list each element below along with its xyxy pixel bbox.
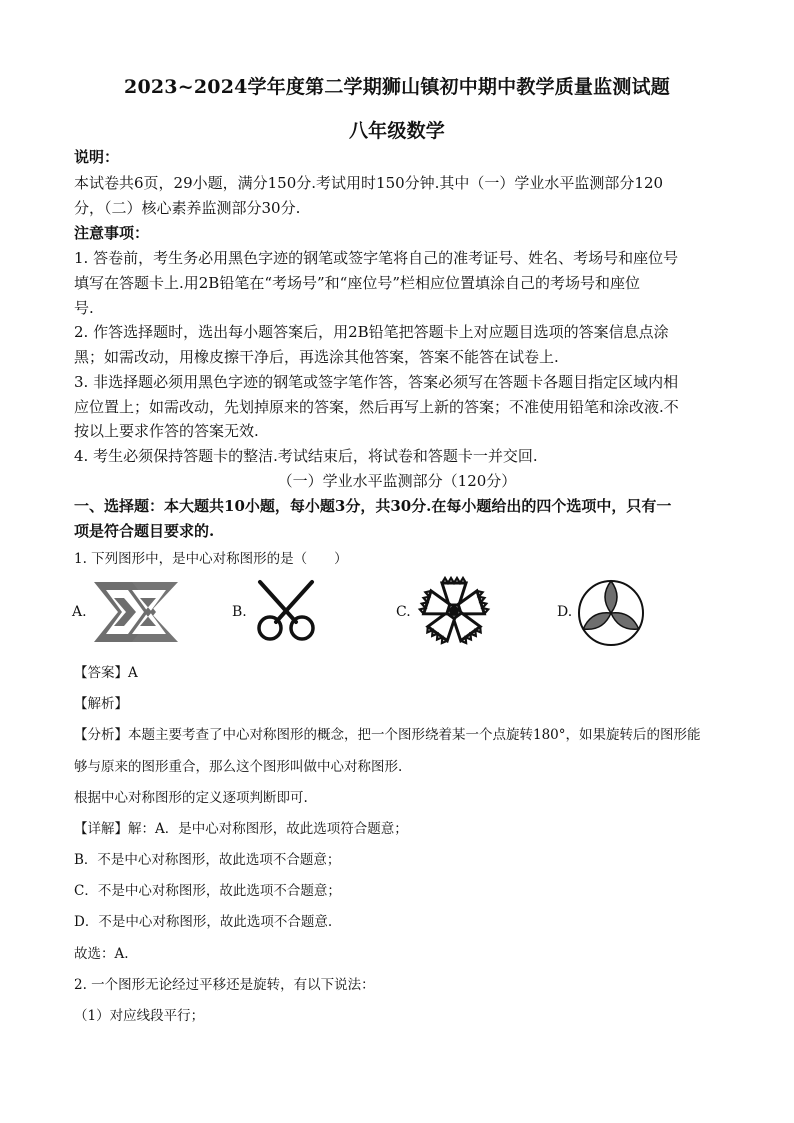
analysis-line: 【分析】本题主要考查了中心对称图形的概念，把一个图形绕着某一个点旋转180°，如果旋转后的图形能: [74, 727, 701, 743]
notes-heading: 注意事项：: [74, 224, 150, 242]
detail-line: C．不是中心对称图形，故此选项不合题意；: [74, 883, 341, 899]
option-d-label: D.: [557, 604, 573, 620]
notes-line: 黑；如需改动，用橡皮擦干净后，再选涂其他答案，答案不能答在试卷上.: [74, 348, 559, 366]
notes-line: 2. 作答选择题时，选出每小题答案后，用2B铅笔把答题卡上对应题目选项的答案信息点涂: [74, 323, 669, 341]
instructions-heading: 说明：: [74, 148, 120, 166]
instructions-line: 本试卷共6页，29小题，满分150分.考试用时150分钟.其中（一）学业水平监测部分120: [74, 174, 664, 192]
page-subtitle: 八年级数学: [348, 120, 445, 142]
notes-line: 按以上要求作答的答案无效.: [74, 422, 259, 440]
notes-line: 3. 非选择题必须用黑色字迹的钢笔或签字笔作答，答案必须写在答题卡各题目指定区域内相: [74, 373, 679, 391]
analysis-line: 根据中心对称图形的定义逐项判断即可.: [74, 790, 308, 806]
option-a-label: A.: [72, 604, 87, 620]
pinwheel-flower-icon: [414, 575, 494, 647]
conclusion-line: 故选：A.: [74, 946, 129, 962]
detail-line: B．不是中心对称图形，故此选项不合题意；: [74, 852, 341, 868]
page-title: 2023~2024学年度第二学期狮山镇初中期中教学质量监测试题: [124, 76, 670, 98]
detail-line: D．不是中心对称图形，故此选项不合题意.: [74, 914, 333, 930]
part-one-heading: 一、选择题：本大题共10小题，每小题3分，共30分.在每小题给出的四个选项中，只有一: [74, 497, 672, 515]
part-one-heading: 项是符合题目要求的.: [74, 522, 215, 540]
question-1-stem: 1. 下列图形中，是中心对称图形的是（ ）: [74, 551, 348, 567]
section-title: （一）学业水平监测部分（120分）: [277, 472, 517, 490]
notes-line: 4. 考生必须保持答题卡的整洁.考试结束后，将试卷和答题卡一并交回.: [74, 447, 538, 465]
scissors-icon: [250, 578, 322, 642]
notes-line: 填写在答题卡上.用2B铅笔在“考场号”和“座位号”栏相应位置填涂自己的考场号和座位: [74, 274, 641, 292]
option-c-label: C.: [396, 604, 411, 620]
analysis-heading: 【解析】: [74, 696, 128, 712]
notes-line: 应位置上；如需改动，先划掉原来的答案，然后再写上新的答案；不准使用铅笔和涂改液.不: [74, 398, 679, 416]
analysis-line: 够与原来的图形重合，那么这个图形叫做中心对称图形.: [74, 759, 403, 775]
answer-line: 【答案】A: [74, 665, 138, 681]
double-z-arrow-icon: [92, 580, 180, 644]
option-b-label: B.: [232, 604, 247, 620]
three-leaf-circle-icon: [576, 578, 646, 648]
question-2-item: （1）对应线段平行；: [74, 1008, 205, 1024]
notes-line: 号.: [74, 299, 94, 317]
instructions-line: 分，（二）核心素养监测部分30分.: [74, 199, 301, 217]
question-2-stem: 2. 一个图形无论经过平移还是旋转，有以下说法：: [74, 977, 375, 993]
detail-line: 【详解】解：A．是中心对称图形，故此选项符合题意；: [74, 821, 408, 837]
notes-line: 1. 答卷前，考生务必用黑色字迹的钢笔或签字笔将自己的准考证号、姓名、考场号和座位号: [74, 249, 679, 267]
